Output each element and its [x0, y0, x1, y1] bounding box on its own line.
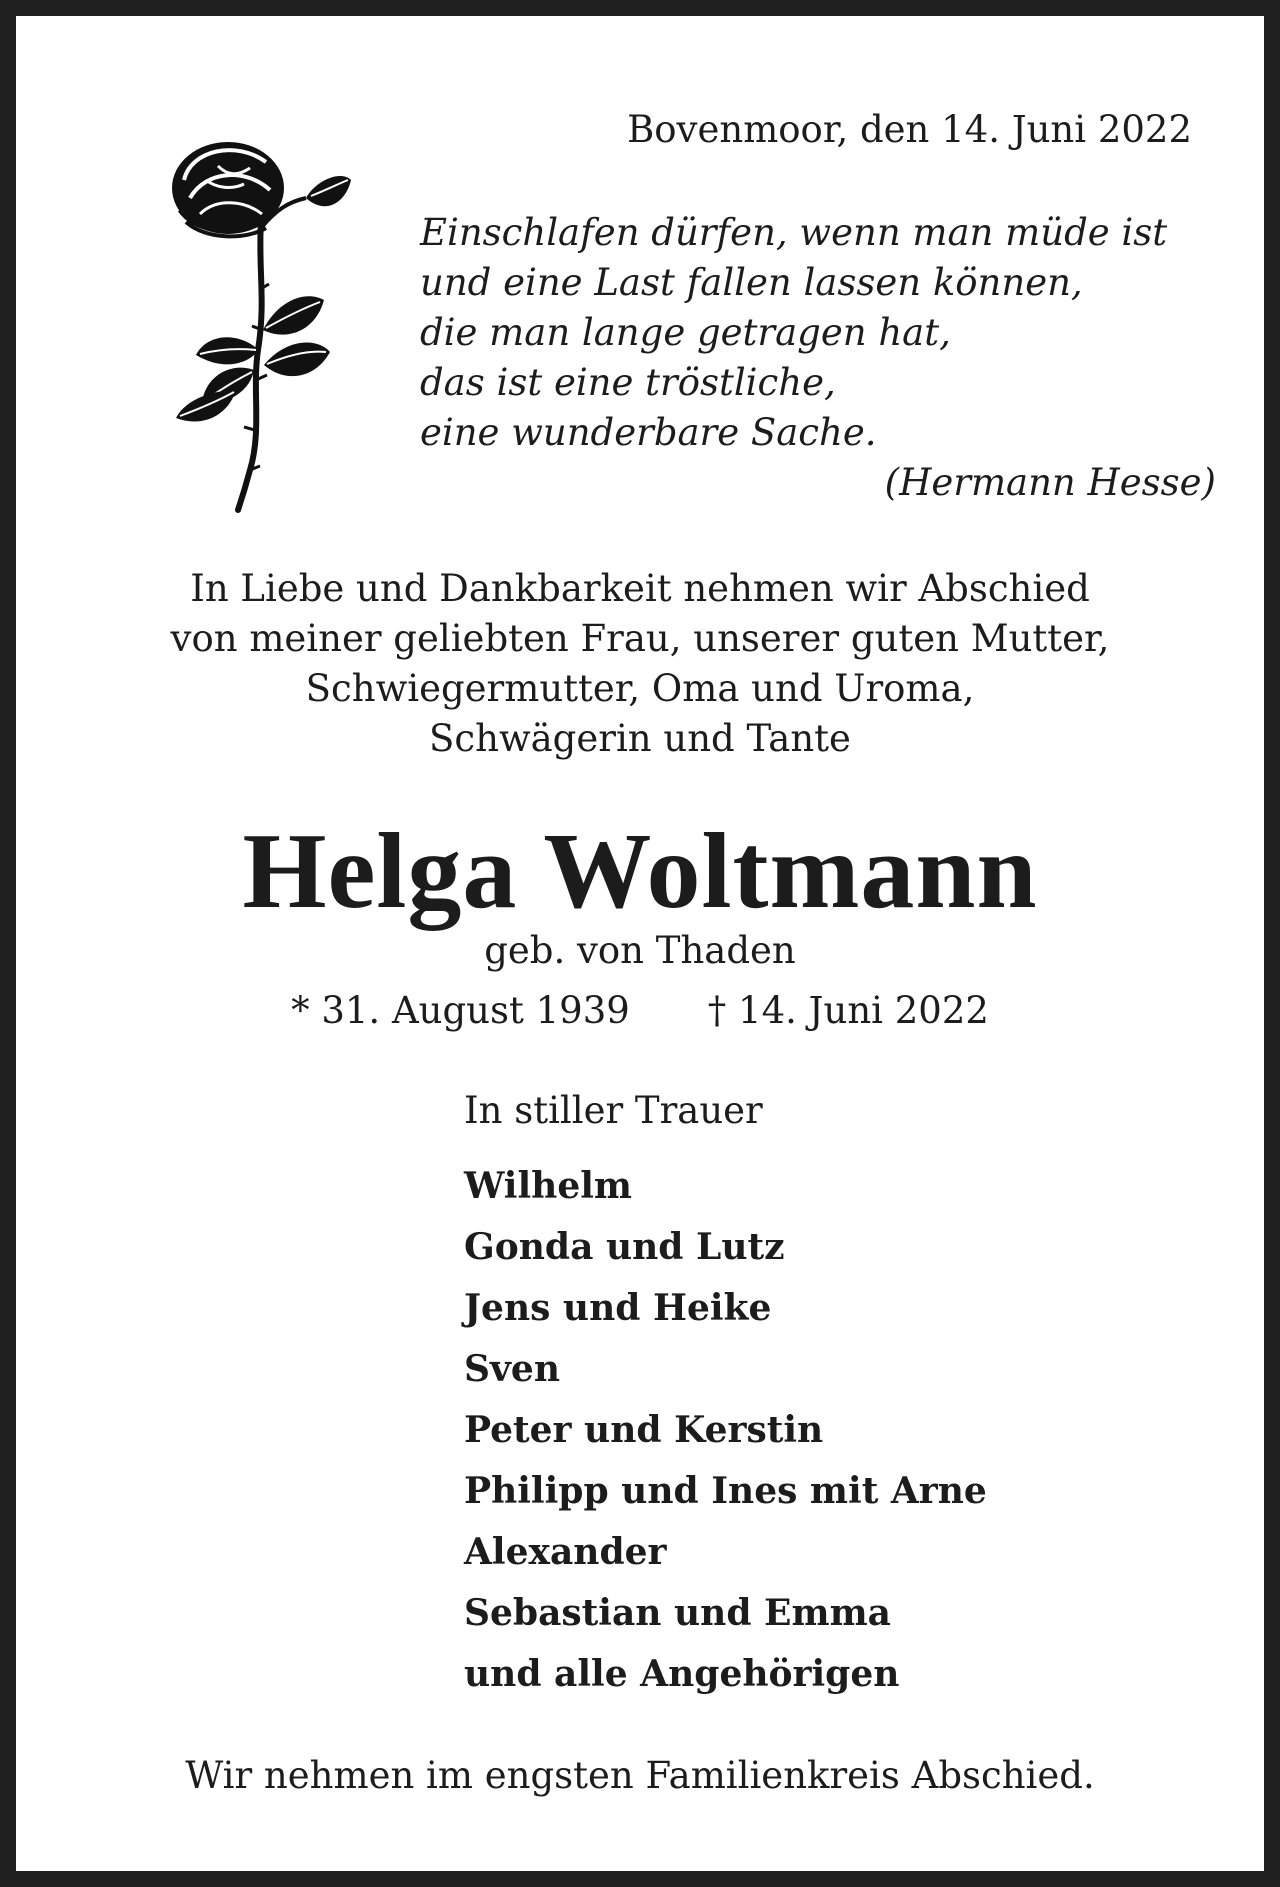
mourner-name: Sven	[464, 1348, 560, 1390]
mourner-name: und alle Angehörigen	[464, 1653, 900, 1695]
rose-icon	[166, 140, 356, 514]
intro-line: In Liebe und Dankbarkeit nehmen wir Abschied	[190, 567, 1090, 610]
death-date: † 14. Juni 2022	[707, 989, 989, 1032]
mourner-name: Jens und Heike	[464, 1287, 772, 1329]
life-dates	[0, 986, 1280, 1036]
mourner-name: Alexander	[464, 1531, 667, 1573]
mourner-name: Wilhelm	[464, 1165, 632, 1207]
mourner-name: Gonda und Lutz	[464, 1226, 785, 1268]
poem-line: das ist eine tröstliche,	[420, 361, 836, 404]
mourners-list	[464, 1156, 987, 1705]
poem-line: Einschlafen dürfen, wenn man müde ist	[420, 211, 1168, 254]
closing-note: Wir nehmen im engsten Familienkreis Abschied.	[185, 1754, 1095, 1797]
mourning-heading: In stiller Trauer	[464, 1089, 763, 1132]
mourner-name: Sebastian und Emma	[464, 1592, 892, 1634]
poem-line: die man lange getragen hat,	[420, 311, 951, 354]
poem-line: eine wunderbare Sache.	[420, 411, 877, 454]
poem-author: (Hermann Hesse)	[884, 461, 1216, 504]
poem-quote	[420, 208, 1216, 508]
farewell-intro	[0, 564, 1280, 764]
mourner-name: Philipp und Ines mit Arne	[464, 1470, 987, 1512]
mourner-name: Peter und Kerstin	[464, 1409, 824, 1451]
birth-date: * 31. August 1939	[291, 989, 630, 1032]
intro-line: Schwiegermutter, Oma und Uroma,	[305, 667, 975, 710]
deceased-name: Helga Woltmann	[242, 812, 1038, 931]
maiden-name: geb. von Thaden	[484, 929, 796, 972]
obituary-notice	[16, 16, 1264, 1871]
intro-line: Schwägerin und Tante	[429, 717, 851, 760]
place-date: Bovenmoor, den 14. Juni 2022	[627, 108, 1192, 151]
poem-line: und eine Last fallen lassen können,	[420, 261, 1083, 304]
intro-line: von meiner geliebten Frau, unserer guten Mutter,	[170, 617, 1110, 660]
